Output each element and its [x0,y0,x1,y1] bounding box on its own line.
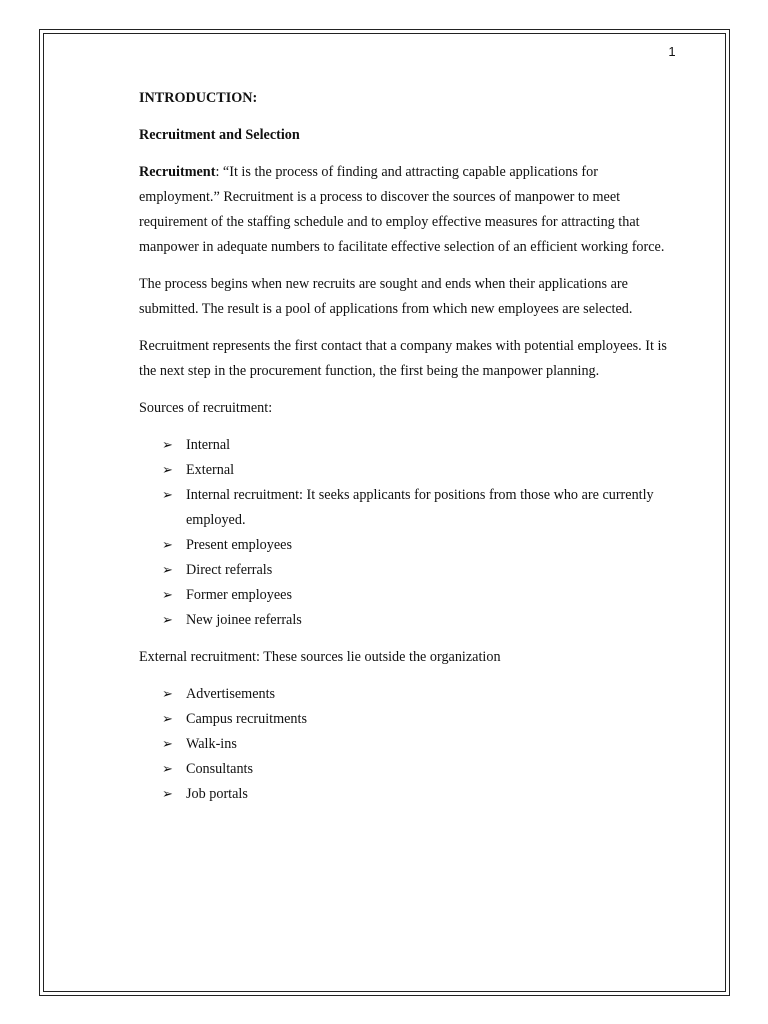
list-item: ➢ Internal recruitment: It seeks applicants for positions from those who are currently employed. [139,483,675,533]
arrow-bullet-icon: ➢ [162,613,173,628]
sources-label: Sources of recruitment: [139,400,273,416]
external-sources-list [139,682,675,807]
document-body [139,86,675,819]
arrow-bullet-icon: ➢ [162,762,173,777]
list-item: ➢ External [139,458,675,483]
definition-term: Recruitment [139,164,216,180]
arrow-bullet-icon: ➢ [162,712,173,727]
internal-sources-list [139,433,675,633]
arrow-bullet-icon: ➢ [162,563,173,578]
list-item: ➢ Direct referrals [139,558,675,583]
list-item: ➢ Consultants [139,757,675,782]
definition-text: : “It is the process of finding and attracting capable applications for employment.” Recruitment is a process to discover the sources of manpower to meet requirement of the staffing schedule and to employ effective measures for attracting that manpower in adequate numbers to facilitate effective selection of an efficient working force. [139,164,665,255]
arrow-bullet-icon: ➢ [162,787,173,802]
arrow-bullet-icon: ➢ [162,588,173,603]
section-subheading: Recruitment and Selection [139,127,300,143]
section-heading: INTRODUCTION: [139,90,258,106]
process-paragraph: The process begins when new recruits are sought and ends when their applications are submitted. The result is a pool of applications from which new employees are selected. [139,276,633,317]
list-item: ➢ Present employees [139,533,675,558]
arrow-bullet-icon: ➢ [162,687,173,702]
list-item: ➢ New joinee referrals [139,608,675,633]
list-item: ➢ Internal [139,433,675,458]
definition-paragraph [139,160,675,260]
arrow-bullet-icon: ➢ [162,438,173,453]
list-item: ➢ Former employees [139,583,675,608]
arrow-bullet-icon: ➢ [162,463,173,478]
list-item: ➢ Campus recruitments [139,707,675,732]
arrow-bullet-icon: ➢ [162,538,173,553]
list-item: ➢ Advertisements [139,682,675,707]
arrow-bullet-icon: ➢ [162,488,173,503]
contact-paragraph: Recruitment represents the first contact that a company makes with potential employees. It is the next step in the procurement function, the first being the manpower planning. [139,338,667,379]
external-label: External recruitment: These sources lie outside the organization [139,649,501,665]
list-item: ➢ Job portals [139,782,675,807]
list-item: ➢ Walk-ins [139,732,675,757]
page-number: 1 [668,44,676,59]
arrow-bullet-icon: ➢ [162,737,173,752]
